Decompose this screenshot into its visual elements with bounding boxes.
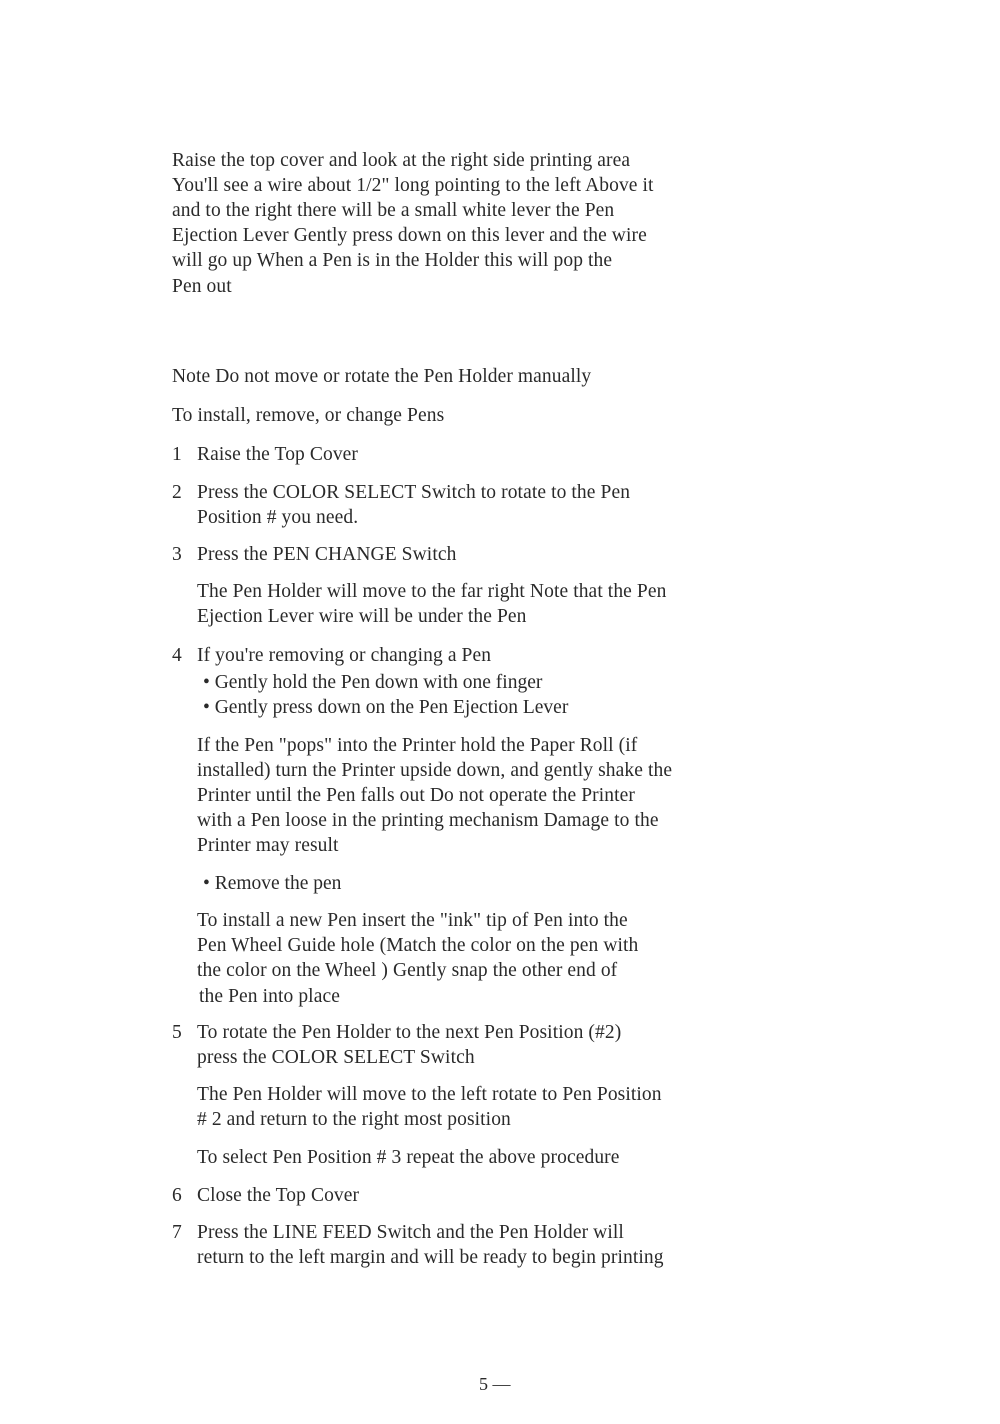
step-detail: the color on the Wheel ) Gently snap the other end of xyxy=(197,960,618,981)
lead-text: To install, remove, or change Pens xyxy=(172,405,445,426)
step-number: 7 xyxy=(172,1222,182,1243)
bullet-item: • Remove the pen xyxy=(203,873,342,894)
bullet-item: • Gently press down on the Pen Ejection Lever xyxy=(203,697,569,718)
intro-line: Ejection Lever Gently press down on this lever and the wire xyxy=(172,225,647,246)
step-detail: # 2 and return to the right most position xyxy=(197,1109,511,1130)
step-detail: To install a new Pen insert the "ink" tip of Pen into the xyxy=(197,910,628,931)
step-number: 2 xyxy=(172,482,182,503)
step-detail: The Pen Holder will move to the far right Note that the Pen xyxy=(197,581,667,602)
step-detail: with a Pen loose in the printing mechanism Damage to the xyxy=(197,810,659,831)
step-detail: Ejection Lever wire will be under the Pen xyxy=(197,606,527,627)
step-text: Position # you need. xyxy=(197,507,359,528)
step-detail: To select Pen Position # 3 repeat the above procedure xyxy=(197,1147,620,1168)
bullet-item: • Gently hold the Pen down with one finger xyxy=(203,672,543,693)
step-text: Press the LINE FEED Switch and the Pen Holder will xyxy=(197,1222,624,1243)
step-detail: If the Pen "pops" into the Printer hold the Paper Roll (if xyxy=(197,735,638,756)
step-detail: installed) turn the Printer upside down, and gently shake the xyxy=(197,760,673,781)
step-text: Press the COLOR SELECT Switch to rotate to the Pen xyxy=(197,482,631,503)
step-text: press the COLOR SELECT Switch xyxy=(197,1047,475,1068)
step-detail: The Pen Holder will move to the left rotate to Pen Position xyxy=(197,1084,662,1105)
intro-line: Pen out xyxy=(172,276,232,297)
step-detail: Printer may result xyxy=(197,835,339,856)
step-number: 6 xyxy=(172,1185,182,1206)
intro-line: You'll see a wire about 1/2" long pointing to the left Above it xyxy=(172,175,654,196)
step-text: return to the left margin and will be ready to begin printing xyxy=(197,1247,664,1268)
step-text: Raise the Top Cover xyxy=(197,444,359,465)
step-detail: Printer until the Pen falls out Do not operate the Printer xyxy=(197,785,635,806)
step-number: 3 xyxy=(172,544,182,565)
step-text: Close the Top Cover xyxy=(197,1185,360,1206)
step-detail: the Pen into place xyxy=(199,986,340,1007)
step-text: If you're removing or changing a Pen xyxy=(197,645,492,666)
step-number: 4 xyxy=(172,645,182,666)
step-detail: Pen Wheel Guide hole (Match the color on the pen with xyxy=(197,935,639,956)
intro-line: Raise the top cover and look at the right side printing area xyxy=(172,150,631,171)
page-number: 5 — xyxy=(479,1374,511,1394)
note-text: Note Do not move or rotate the Pen Holder manually xyxy=(172,366,592,387)
step-number: 1 xyxy=(172,444,182,465)
step-text: Press the PEN CHANGE Switch xyxy=(197,544,457,565)
step-number: 5 xyxy=(172,1022,182,1043)
intro-line: and to the right there will be a small white lever the Pen xyxy=(172,200,615,221)
step-text: To rotate the Pen Holder to the next Pen Position (#2) xyxy=(197,1022,622,1043)
intro-line: will go up When a Pen is in the Holder this will pop the xyxy=(172,250,613,271)
